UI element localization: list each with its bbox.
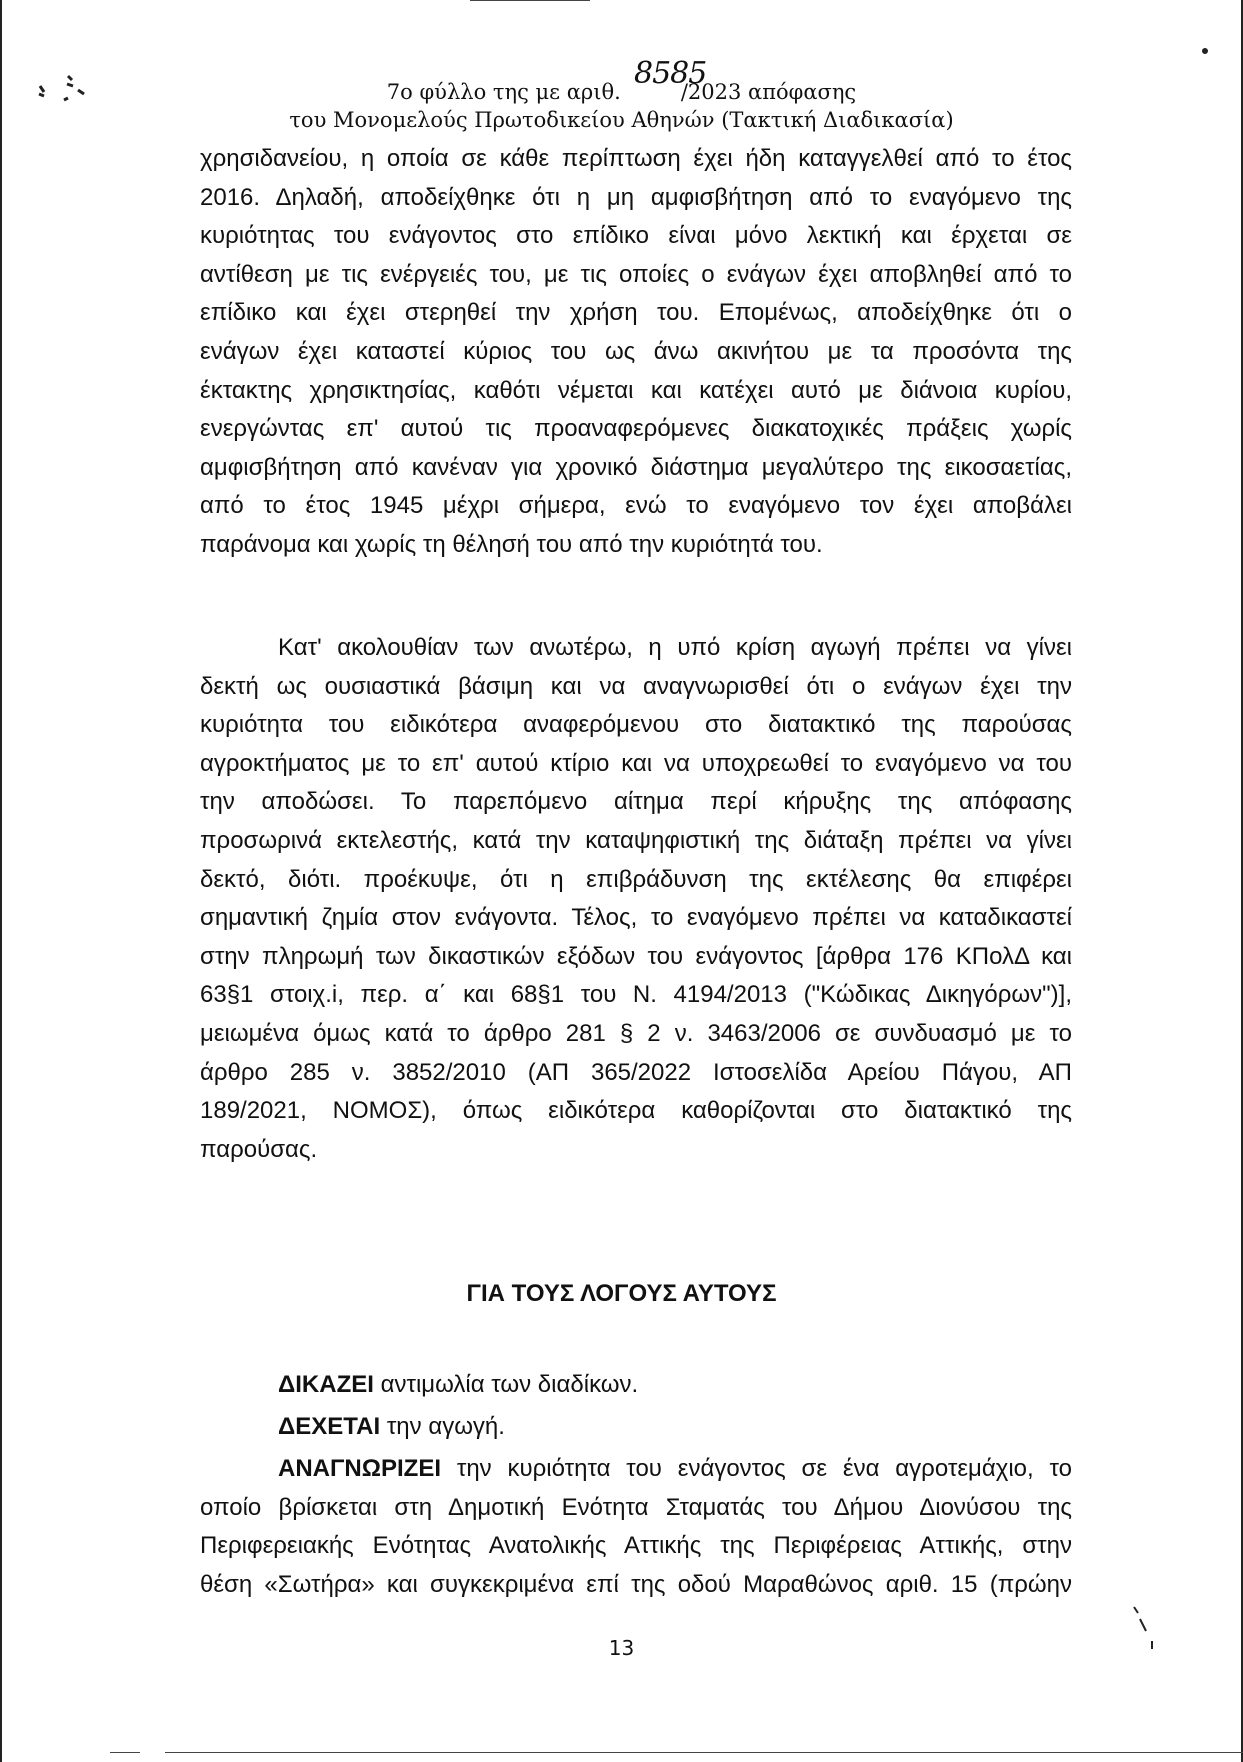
- text-line: μειωμένα όμως κατά το άρθρο 281 § 2 ν. 3463/2006 σε συνδυασμό με το: [200, 1019, 1072, 1047]
- order-keyword: ΔΕΧΕΤΑΙ: [278, 1413, 381, 1440]
- text-line: κυριότητας του ενάγοντος στο επίδικο είναι μόνο λεκτική και έρχεται σε: [200, 222, 1072, 250]
- header-line-1: [0, 80, 1243, 104]
- text-line: οποίο βρίσκεται στη Δημοτική Ενότητα Σταματάς του Δήμου Διονύσου της: [200, 1493, 1072, 1521]
- text-line: προσωρινά εκτελεστής, κατά την καταψηφιστική της διάταξη πρέπει να γίνει: [200, 826, 1072, 854]
- handwritten-decision-number: 8585: [634, 56, 707, 91]
- scan-edge-left: [0, 0, 2, 1762]
- text-line: ενεργώντας επ' αυτού τις προαναφερόμενες διακατοχικές πράξεις χωρίς: [200, 415, 1072, 443]
- order-text: την κυριότητα του ενάγοντος σε ένα αγροτεμάχιο, το: [441, 1455, 1072, 1482]
- order-line-accepts: [200, 1408, 1072, 1447]
- scan-edge-bottom-left: [110, 1752, 140, 1753]
- text-line: αμφισβήτηση από κανέναν για χρονικό διάστημα μεγαλύτερο της εικοσαετίας,: [200, 453, 1072, 481]
- order-keyword: ΔΙΚΑΖΕΙ: [278, 1371, 374, 1398]
- scan-edge-bottom: [165, 1752, 1243, 1753]
- header-suffix: /2023 απόφασης: [680, 80, 857, 104]
- text-line: άρθρο 285 ν. 3852/2010 (ΑΠ 365/2022 Ιστοσελίδα Αρείου Πάγου, ΑΠ: [200, 1058, 1072, 1086]
- text-line: θέση «Σωτήρα» και συγκεκριμένα επί της οδού Μαραθώνος αριθ. 15 (πρώην: [200, 1570, 1072, 1598]
- text-line: παρούσας.: [200, 1135, 318, 1163]
- page-number: 13: [608, 1636, 635, 1660]
- scan-speck-mark-right: [1200, 46, 1210, 56]
- text-line: στην πληρωμή των δικαστικών εξόδων του ενάγοντος [άρθρα 176 ΚΠολΔ και: [200, 942, 1072, 970]
- paragraph-2: [200, 629, 1072, 1169]
- text-line: Κατ' ακολουθίαν των ανωτέρω, η υπό κρίση αγωγή πρέπει να γίνει: [278, 634, 1072, 661]
- paragraph-1: [200, 140, 1072, 565]
- header-line-2: του Μονομελούς Πρωτοδικείου Αθηνών (Τακτική Διαδικασία): [289, 108, 954, 132]
- text-line: παράνομα και χωρίς τη θέλησή του από την κυριότητά του.: [200, 530, 823, 558]
- text-line: δεκτή ως ουσιαστικά βάσιμη και να αναγνωρισθεί ότι ο ενάγων έχει την: [200, 672, 1072, 700]
- text-line: 189/2021, ΝΟΜΟΣ), όπως ειδικότερα καθορίζονται στο διατακτικό της: [200, 1097, 1072, 1125]
- text-line: Περιφερειακής Ενότητας Ανατολικής Αττικής της Περιφέρειας Αττικής, στην: [200, 1532, 1072, 1560]
- text-line: επίδικο και έχει στερηθεί την χρήση του. Επομένως, αποδείχθηκε ότι ο: [200, 299, 1072, 327]
- order-keyword: ΑΝΑΓΝΩΡΙΖΕΙ: [278, 1455, 442, 1482]
- scan-edge-top: [470, 0, 590, 1]
- text-line: σημαντική ζημία στον ενάγοντα. Τέλος, το εναγόμενο πρέπει να καταδικαστεί: [200, 904, 1072, 932]
- text-line: δεκτό, διότι. προέκυψε, ότι η επιβράδυνση της εκτέλεσης θα επιφέρει: [200, 865, 1072, 893]
- text-line: χρησιδανείου, η οποία σε κάθε περίπτωση έχει ήδη καταγγελθεί από το έτος: [200, 145, 1072, 172]
- text-line: κυριότητα του ειδικότερα αναφερόμενου στο διατακτικό της παρούσας: [200, 711, 1072, 739]
- text-line: 2016. Δηλαδή, αποδείχθηκε ότι η μη αμφισβήτηση από το εναγόμενο της: [200, 183, 1072, 211]
- text-line: την αποδώσει. Το παρεπόμενο αίτημα περί κήρυξης της απόφασης: [200, 788, 1072, 816]
- order-line-adjudicate: [200, 1366, 1072, 1405]
- order-text: την αγωγή.: [380, 1413, 505, 1440]
- text-line: έκτακτης χρησικτησίας, καθότι νέμεται και κατέχει αυτό με διάνοια κυρίου,: [200, 376, 1072, 404]
- text-line: [200, 1450, 1072, 1489]
- text-line: αντίθεση με τις ενέργειές του, με τις οποίες ο ενάγων έχει αποβληθεί από το: [200, 260, 1072, 288]
- header-prefix: 7ο φύλλο της με αριθ.: [386, 80, 621, 104]
- text-line: ενάγων έχει καταστεί κύριος του ως άνω ακινήτου με τα προσόντα της: [200, 337, 1072, 365]
- text-line: αγροκτήματος με το επ' αυτού κτίριο και να υποχρεωθεί το εναγόμενο να του: [200, 749, 1072, 777]
- text-line: 63§1 στοιχ.i, περ. α΄ και 68§1 του Ν. 4194/2013 ("Κώδικας Δικηγόρων")],: [200, 981, 1072, 1009]
- section-heading: ΓΙΑ ΤΟΥΣ ΛΟΓΟΥΣ ΑΥΤΟΥΣ: [466, 1280, 777, 1307]
- order-line-recognizes: [200, 1450, 1072, 1604]
- order-text: αντιμωλία των διαδίκων.: [373, 1371, 639, 1398]
- text-line: από το έτος 1945 μέχρι σήμερα, ενώ το εναγόμενο τον έχει αποβάλει: [200, 492, 1072, 520]
